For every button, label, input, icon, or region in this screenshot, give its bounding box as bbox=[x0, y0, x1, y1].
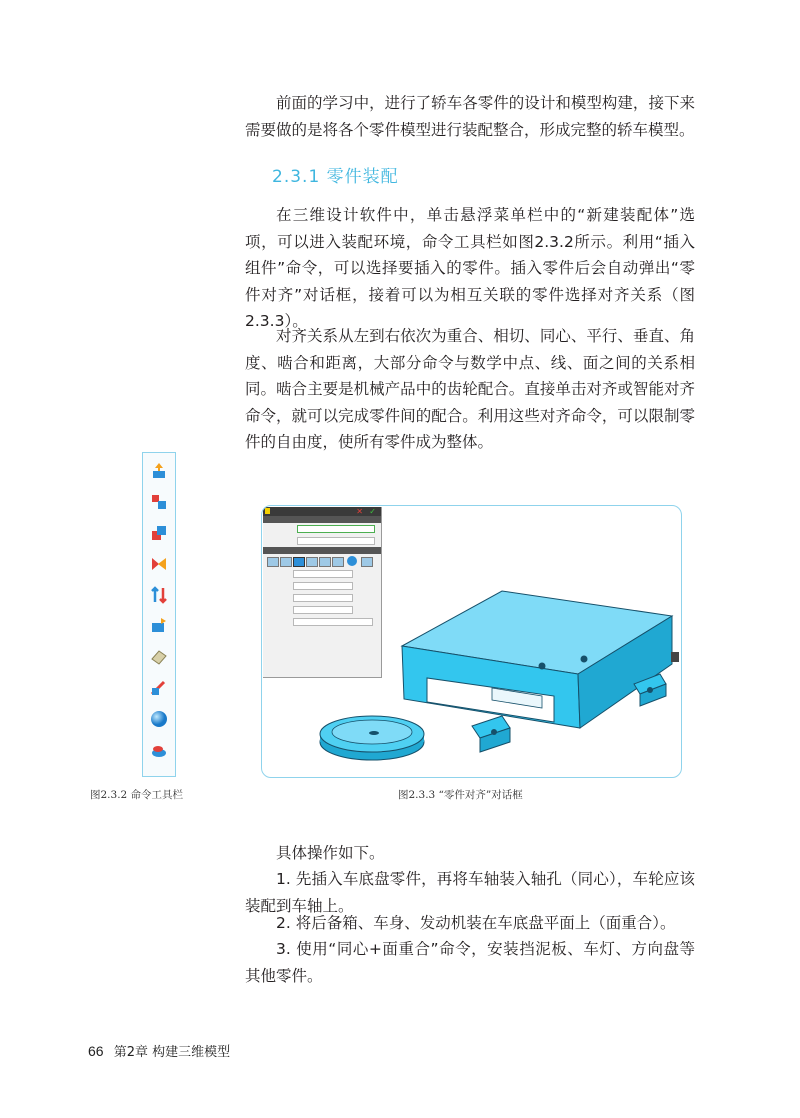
dialog-field-2[interactable] bbox=[297, 537, 375, 545]
dialog-section-header bbox=[263, 516, 381, 523]
dialog-marker-icon bbox=[265, 508, 270, 514]
dialog-row bbox=[263, 604, 381, 616]
step-1: 1. 先插入车底盘零件，再将车轴装入轴孔（同心），车轮应该装配到车轴上。 bbox=[245, 870, 695, 915]
page-footer bbox=[88, 1041, 230, 1060]
dialog-row bbox=[263, 523, 381, 535]
dialog-titlebar bbox=[263, 507, 381, 516]
paragraph-2: 对齐关系从左到右依次为重合、相切、同心、平行、垂直、角度、啮合和距离，大部分命令与数学中点、线、面之间的关系相同。啮合主要是机械产品中的齿轮配合。直接单击对齐或智能对齐命令，就可以完成零件间的配合。利用这些对齐命令，可以限制零件的自由度，使所有零件成为整体。 bbox=[245, 327, 695, 451]
page-number: 66 bbox=[88, 1043, 104, 1059]
part-align-figure bbox=[261, 505, 682, 778]
dialog-field-3[interactable] bbox=[293, 570, 353, 578]
align-type-button[interactable] bbox=[306, 557, 318, 567]
align-icon[interactable] bbox=[149, 492, 169, 512]
align-type-button[interactable] bbox=[361, 557, 373, 567]
confirm-icon[interactable]: ✓ bbox=[369, 507, 376, 516]
section-heading: 2.3.1 零件装配 bbox=[272, 167, 399, 187]
dialog-row bbox=[263, 580, 381, 592]
figure-2-3-2-caption: 图2.3.2 命令工具栏 bbox=[90, 789, 184, 801]
smart-align-icon[interactable] bbox=[149, 523, 169, 543]
dialog-field-4[interactable] bbox=[293, 582, 353, 590]
align-type-button[interactable] bbox=[267, 557, 279, 567]
distance-icon[interactable] bbox=[149, 678, 169, 698]
part-align-dialog bbox=[263, 507, 382, 678]
steps-intro: 具体操作如下。 bbox=[276, 844, 385, 862]
pattern-icon[interactable] bbox=[149, 741, 169, 761]
mesh-icon[interactable] bbox=[149, 647, 169, 667]
concentric-icon[interactable] bbox=[149, 616, 169, 636]
dialog-row bbox=[263, 616, 381, 628]
dialog-row bbox=[263, 592, 381, 604]
insert-component-icon[interactable] bbox=[149, 461, 169, 481]
dialog-field-6[interactable] bbox=[293, 606, 353, 614]
align-type-button[interactable] bbox=[319, 557, 331, 567]
intro-paragraph: 前面的学习中，进行了轿车各零件的设计和模型构建，接下来需要做的是将各个零件模型进行装配整合，形成完整的轿车模型。 bbox=[245, 94, 695, 139]
coincide-icon[interactable] bbox=[149, 554, 169, 574]
close-icon[interactable]: ✕ bbox=[356, 507, 363, 516]
dialog-field-7[interactable] bbox=[293, 618, 373, 626]
paragraph-1: 在三维设计软件中，单击悬浮菜单栏中的“新建装配体”选项，可以进入装配环境，命令工具栏如图2.3.2所示。利用“插入组件”命令，可以选择要插入的零件。插入零件后会自动弹出“零件对齐”对话框，接着可以为相互关联的零件选择对齐关系（图2.3.3）。 bbox=[245, 206, 695, 330]
step-2: 2. 将后备箱、车身、发动机装在车底盘平面上（面重合）。 bbox=[276, 914, 676, 932]
align-type-button[interactable] bbox=[293, 557, 305, 567]
tangent-icon[interactable] bbox=[149, 585, 169, 605]
align-type-button[interactable] bbox=[332, 557, 344, 567]
figure-2-3-3-caption: 图2.3.3 “零件对齐”对话框 bbox=[398, 789, 523, 801]
dialog-row bbox=[263, 535, 381, 547]
command-toolbar bbox=[142, 452, 176, 777]
align-type-button[interactable] bbox=[280, 557, 292, 567]
sphere-icon[interactable] bbox=[149, 709, 169, 729]
dialog-field-5[interactable] bbox=[293, 594, 353, 602]
dialog-row bbox=[263, 568, 381, 580]
dialog-field-1[interactable] bbox=[297, 525, 375, 533]
align-type-buttons bbox=[263, 554, 381, 568]
dialog-section-header bbox=[263, 547, 381, 554]
align-type-button[interactable] bbox=[347, 556, 357, 566]
step-3: 3. 使用“同心+面重合”命令，安装挡泥板、车灯、方向盘等其他零件。 bbox=[245, 940, 695, 985]
chapter-title: 第2章 构建三维模型 bbox=[113, 1045, 231, 1060]
